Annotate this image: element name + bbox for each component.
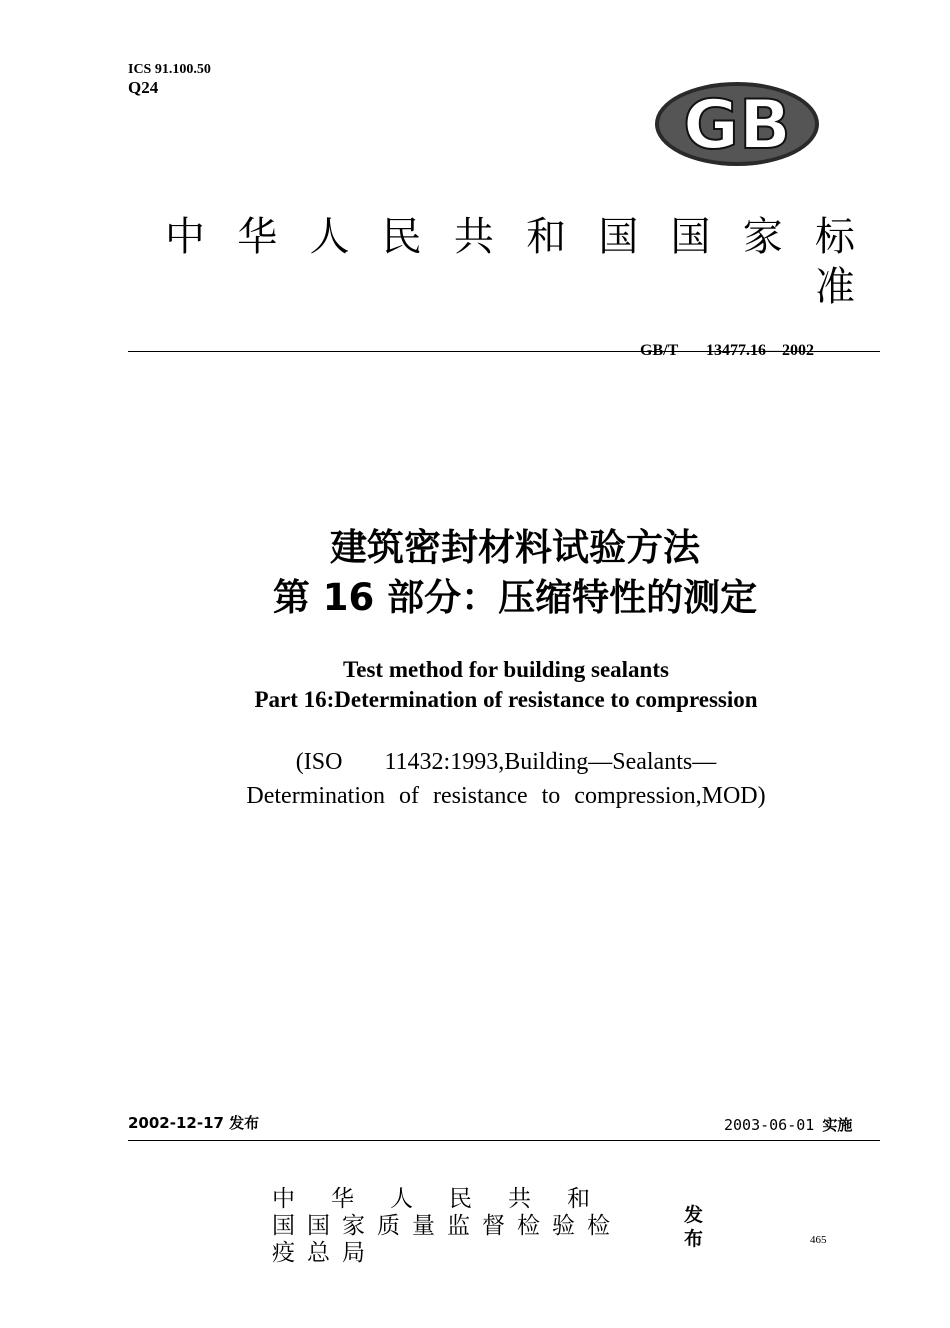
chinese-title-line1: 建筑密封材料试验方法 <box>330 526 700 569</box>
english-title-line2: Part 16:Determination of resistance to compression <box>254 687 758 712</box>
ics-code: ICS 91.100.50 <box>128 62 211 77</box>
gb-logo-text: GB <box>683 86 791 165</box>
ccs-code: Q24 <box>128 78 159 97</box>
issuer-line3: 疫总局 <box>272 1240 377 1266</box>
publish-label: 发布 <box>684 1204 704 1250</box>
page-number: 465 <box>810 1234 827 1246</box>
implement-date-block <box>724 1114 852 1135</box>
standard-number: GB/T 13477.16—2002 <box>640 342 814 359</box>
implement-date: 2003-06-01 <box>724 1116 815 1134</box>
gb-logo-mark <box>652 80 822 168</box>
issuer-line2: 国国家质量监督检验检 <box>272 1213 622 1239</box>
chinese-title-line2: 第 16 部分：压缩特性的测定 <box>272 576 758 619</box>
national-standard-title: 中华人民共和国国家标准 <box>165 214 885 310</box>
bottom-divider <box>128 1140 880 1141</box>
english-title-line1: Test method for building sealants <box>343 657 669 682</box>
iso-reference-line1: (ISO 11432:1993,Building—Sealants— <box>295 749 717 775</box>
implement-label: 实施 <box>822 1116 853 1134</box>
gb-logo <box>652 80 822 168</box>
iso-reference-line2: Determination of resistance to compression,MOD) <box>246 783 766 809</box>
issue-date: 2002-12-17 发布 <box>128 1114 260 1132</box>
issuer-line1: 中华人民共和 <box>272 1186 626 1212</box>
